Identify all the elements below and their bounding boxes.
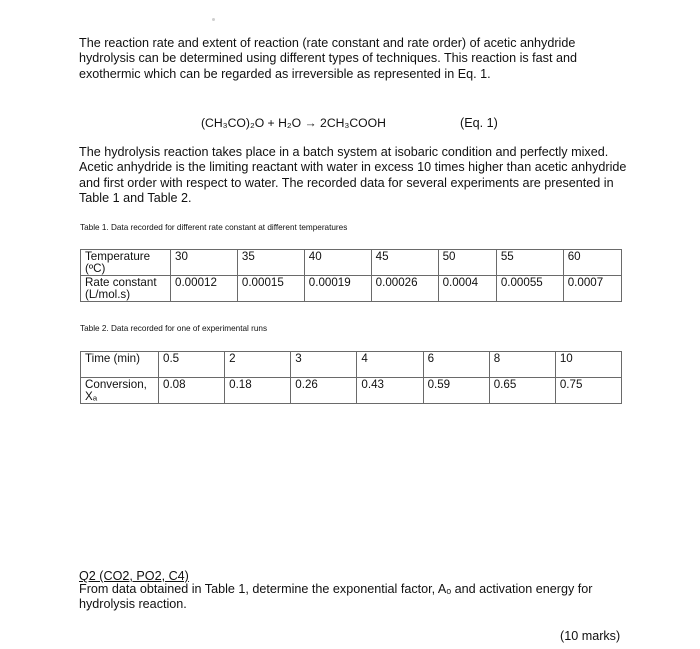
table-cell: 35 <box>237 250 304 276</box>
table-cell: 45 <box>371 250 438 276</box>
table-cell: 0.00019 <box>304 276 371 302</box>
table-cell: 0.59 <box>423 378 489 404</box>
table1 <box>80 249 622 302</box>
table-cell: 2 <box>225 352 291 378</box>
table-cell: 40 <box>304 250 371 276</box>
table2-caption: Table 2. Data recorded for one of experimental runs <box>80 324 268 333</box>
table-cell: 0.0007 <box>563 276 621 302</box>
table-cell: 8 <box>489 352 555 378</box>
row-label: Temperature (ºC) <box>81 250 171 276</box>
table-cell: 0.5 <box>159 352 225 378</box>
table-cell: 3 <box>291 352 357 378</box>
table-cell: 0.18 <box>225 378 291 404</box>
table-cell: 10 <box>555 352 621 378</box>
table-cell: 6 <box>423 352 489 378</box>
table2 <box>80 351 622 404</box>
table-row-time <box>81 352 622 378</box>
question-heading: Q2 (CO2, PO2, C4) <box>79 569 189 583</box>
table-cell: 0.65 <box>489 378 555 404</box>
table-cell: 0.00012 <box>171 276 238 302</box>
row-label: Conversion, Xₐ <box>81 378 159 404</box>
table-row-conversion <box>81 378 622 404</box>
equation-label: (Eq. 1) <box>460 116 498 130</box>
question-text: From data obtained in Table 1, determine the exponential factor, Aₒ and activation energy for hydrolysis reaction. <box>79 582 593 612</box>
table-row-temperature <box>81 250 622 276</box>
table-row-rate-constant <box>81 276 622 302</box>
table-cell: 4 <box>357 352 423 378</box>
table-cell: 30 <box>171 250 238 276</box>
row-label: Time (min) <box>81 352 159 378</box>
hydrolysis-paragraph: The hydrolysis reaction takes place in a batch system at isobaric condition and perfectly mixed. Acetic anhydride is the limiting reactant with water in excess 10 times higher than acetic anhydride and first order with respect to water. The recorded data for several experiments are presented in Table 1 and Table 2. <box>79 145 627 205</box>
table-cell: 0.43 <box>357 378 423 404</box>
table-cell: 0.0004 <box>438 276 496 302</box>
reaction-equation: (CH₃CO)₂O + H₂O → 2CH₃COOH <box>201 116 386 130</box>
table-cell: 0.26 <box>291 378 357 404</box>
table-cell: 0.75 <box>555 378 621 404</box>
table1-caption: Table 1. Data recorded for different rate constant at different temperatures <box>80 223 348 232</box>
marks-label: (10 marks) <box>560 629 621 643</box>
table-cell: 0.08 <box>159 378 225 404</box>
scan-speck <box>212 18 215 21</box>
table-cell: 50 <box>438 250 496 276</box>
row-label: Rate constant (L/mol.s) <box>81 276 171 302</box>
table-cell: 0.00015 <box>237 276 304 302</box>
intro-paragraph: The reaction rate and extent of reaction (rate constant and rate order) of acetic anhydride hydrolysis can be determined using different types of techniques. This reaction is fast and exothermic which can be regarded as irreversible as represented in Eq. 1. <box>79 36 577 81</box>
table-cell: 0.00055 <box>496 276 563 302</box>
table-cell: 0.00026 <box>371 276 438 302</box>
table-cell: 60 <box>563 250 621 276</box>
table-cell: 55 <box>496 250 563 276</box>
